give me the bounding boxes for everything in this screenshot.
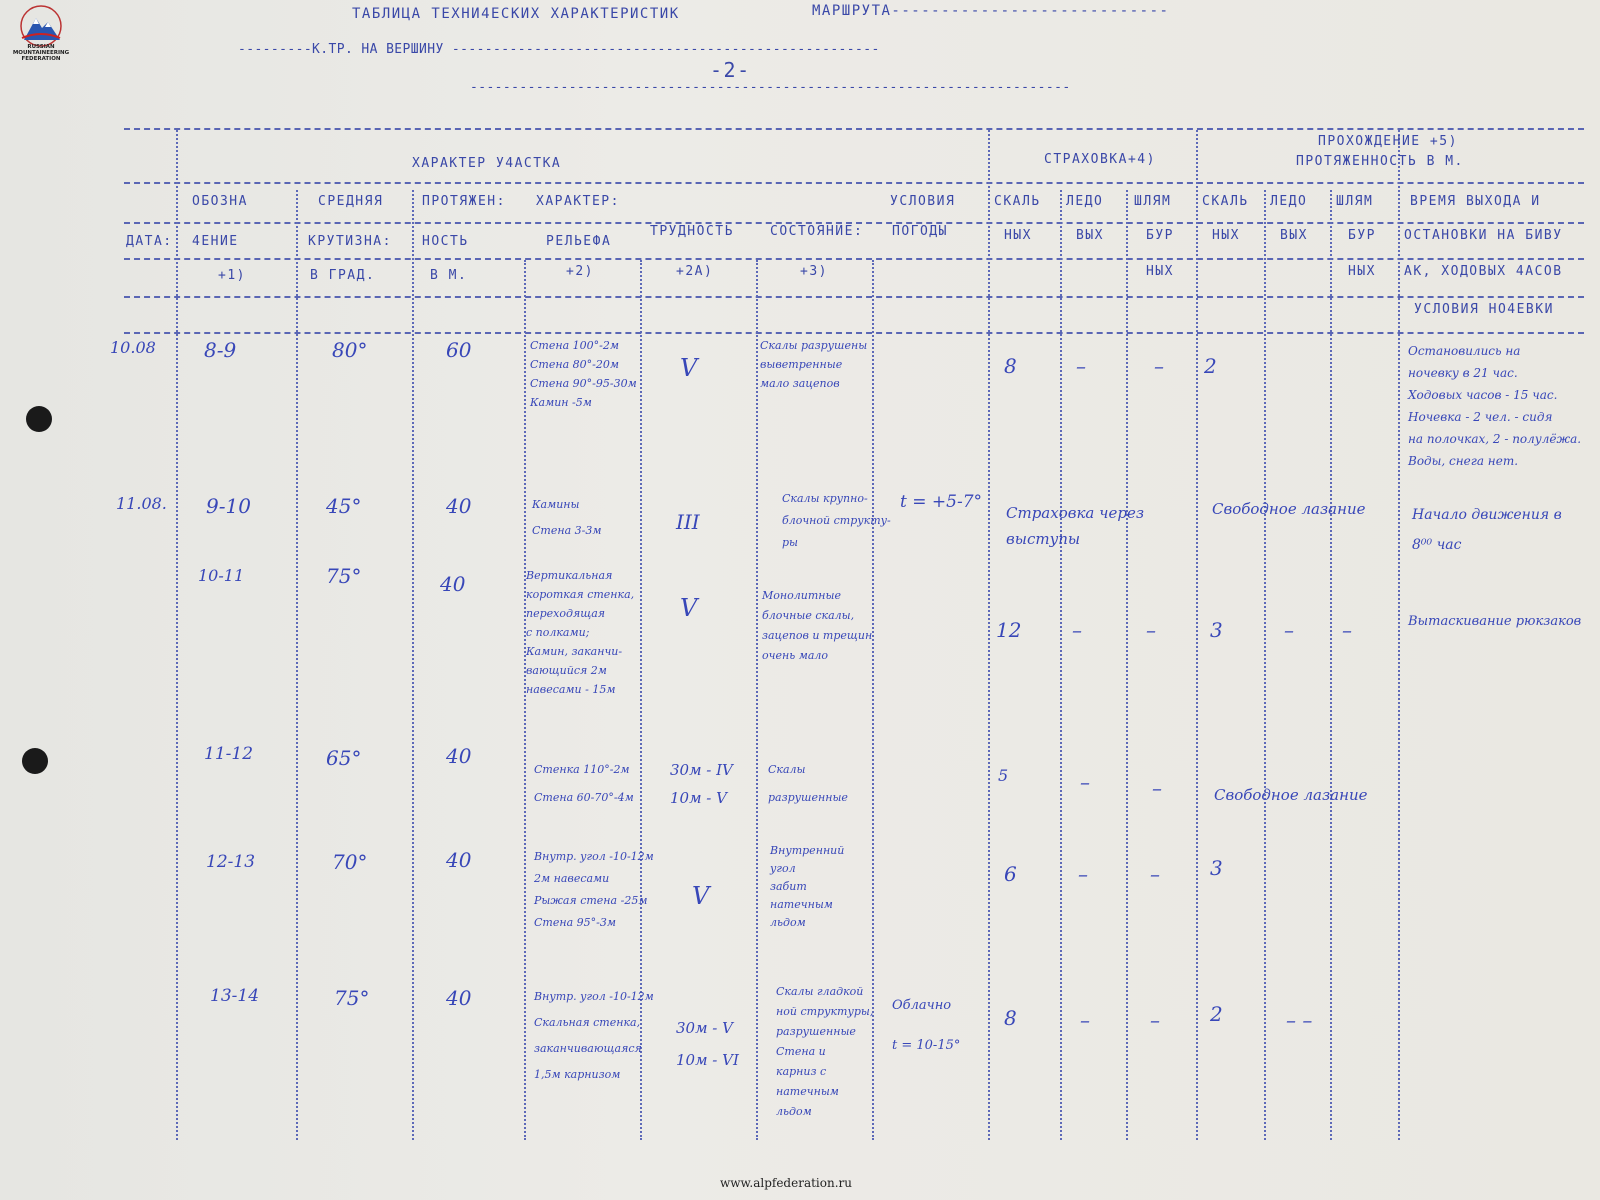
header-time-4: УСЛОВИЯ НО4ЕВКИ (1414, 302, 1554, 317)
header-time-3: АК, ХОДОВЫХ 4АСОВ (1404, 264, 1563, 279)
cell-section: 12-13 (206, 852, 256, 872)
header-belay-bolt-3: НЫХ (1146, 264, 1174, 279)
cell-pass-rock: 3 (1210, 618, 1223, 642)
header-pass-ice: ЛЕДО (1270, 194, 1308, 209)
table-rule (124, 332, 1584, 334)
column-separator (988, 130, 990, 1140)
header-weather-2: ПОГОДЫ (892, 224, 948, 239)
cell-section: 8-9 (204, 338, 237, 362)
header-designation: ОБОЗНА (192, 194, 248, 209)
cell-pass-rock: 3 (1210, 856, 1223, 880)
header-pass-rock-2: НЫХ (1212, 228, 1240, 243)
cell-slope: 75° (326, 564, 362, 588)
document-subtitle: ---------К.ТР. НА ВЕРШИНУ ---------------------------------------------------- (238, 42, 880, 57)
header-time: ВРЕМЯ ВЫХОДА И (1410, 194, 1541, 209)
cell-belay-bolt: – (1150, 862, 1160, 886)
cell-state: Скалы разрушенные (768, 763, 848, 804)
header-relief-2: РЕЛЬЕФА (546, 234, 612, 249)
cell-pass-ice: – – (1286, 1008, 1313, 1032)
cell-slope: 80° (332, 338, 368, 362)
federation-logo-text: RUSSIAN MOUNTAINEERING FEDERATION (12, 44, 70, 62)
cell-length: 40 (446, 848, 472, 872)
cell-relief: Камины Стена 3-3м (532, 498, 602, 537)
cell-relief: Внутр. угол -10-12м Скальная стенка, заканчивающаяся 1,5м карнизом (534, 990, 654, 1081)
header-belay-group: СТРАХОВКА+4) (1044, 152, 1156, 167)
cell-belay-ice: – (1076, 354, 1086, 378)
cell-slope: 70° (332, 850, 368, 874)
header-passage-length: ПРОТЯЖЕННОСТЬ В М. (1296, 154, 1464, 169)
header-difficulty-2: +2А) (676, 264, 714, 279)
cell-relief: Внутр. угол -10-12м 2м навесами Рыжая стена -25м Стена 95°-3м (534, 850, 654, 929)
route-label: МАРШРУТА---------------------------- (812, 3, 1170, 19)
cell-belay-ice: – (1072, 618, 1082, 642)
cell-state: Скалы разрушены выветренные мало зацепов (760, 339, 868, 390)
table-rule (124, 258, 1584, 260)
cell-difficulty: V (680, 354, 698, 382)
footer-url: www.alpfederation.ru (720, 1176, 852, 1190)
header-pass-bolt-2: БУР (1348, 228, 1376, 243)
cell-pass-rock: 2 (1210, 1002, 1223, 1026)
cell-belay-bolt: – (1146, 618, 1156, 642)
cell-difficulty: V (692, 882, 710, 910)
column-separator (1398, 130, 1400, 1140)
header-length-3: В М. (430, 268, 468, 283)
cell-length: 60 (446, 338, 472, 362)
cell-section: 10-11 (198, 566, 245, 585)
punch-hole-bottom (22, 748, 48, 774)
cell-pass-rock: Свободное лазание (1214, 786, 1368, 804)
cell-pass-rock: 2 (1204, 354, 1217, 378)
cell-belay-rock: 8 (1004, 354, 1017, 378)
table-rule (124, 296, 1584, 298)
cell-time: Остановились на ночевку в 21 час. Ходовых часов - 15 час. Ночевка - 2 чел. - сидя на полочках, 2 - полулёжа. Воды, снега нет. (1408, 344, 1582, 468)
column-separator (1126, 190, 1128, 1140)
cell-relief: Вертикальная короткая стенка, переходящая с полками; Камин, заканчи- вающийся 2м навесами - 15м (526, 569, 635, 696)
cell-weather: t = +5-7° (900, 492, 983, 512)
cell-section: 11-12 (204, 744, 254, 764)
header-relief: ХАРАКТЕР: (536, 194, 620, 209)
cell-slope: 65° (326, 746, 362, 770)
header-belay-ice: ЛЕДО (1066, 194, 1104, 209)
header-length: ПРОТЯЖЕН: (422, 194, 506, 209)
cell-length: 40 (446, 986, 472, 1010)
header-date: ДАТА: (126, 234, 173, 249)
cell-difficulty: III (676, 510, 700, 534)
column-separator (756, 260, 758, 1140)
cell-relief: Стена 100°-2м Стена 80°-20м Стена 90°-95-30м Камин -5м (530, 339, 637, 409)
cell-slope: 75° (334, 986, 370, 1010)
header-state-2: +3) (800, 264, 828, 279)
header-belay-bolt-2: БУР (1146, 228, 1174, 243)
header-slope: СРЕДНЯЯ (318, 194, 384, 209)
header-belay-ice-2: ВЫХ (1076, 228, 1104, 243)
column-separator (1264, 190, 1266, 1140)
header-length-2: НОСТЬ (422, 234, 469, 249)
header-pass-bolt: ШЛЯМ (1336, 194, 1374, 209)
cell-belay-rock: 8 (1004, 1006, 1017, 1030)
table-rule (124, 128, 1584, 130)
cell-length: 40 (446, 494, 472, 518)
header-belay-bolt: ШЛЯМ (1134, 194, 1172, 209)
column-separator (296, 190, 298, 1140)
cell-slope: 45° (326, 494, 362, 518)
cell-difficulty: V (680, 594, 698, 622)
column-separator (1060, 190, 1062, 1140)
cell-date: 10.08 (110, 338, 156, 357)
header-relief-3: +2) (566, 264, 594, 279)
header-designation-2: 4ЕНИЕ (192, 234, 239, 249)
table-title: ТАБЛИЦА ТЕХНИ4ЕСКИХ ХАРАКТЕРИСТИК (352, 6, 680, 22)
cell-belay-bolt: – (1152, 776, 1162, 800)
cell-state: Скалы гладкой ной структуры, разрушенные Стена и карниз с натечным льдом (776, 985, 874, 1118)
cell-belay-rock: 12 (996, 618, 1022, 642)
cell-pass-bolt: – (1342, 618, 1352, 642)
header-state: СОСТОЯНИЕ: (770, 224, 864, 239)
header-belay-rock-2: НЫХ (1004, 228, 1032, 243)
cell-belay-ice: – (1078, 862, 1088, 886)
header-belay-rock: СКАЛЬ (994, 194, 1041, 209)
header-difficulty: ТРУДНОСТЬ (650, 224, 734, 239)
header-designation-3: +1) (218, 268, 246, 283)
cell-section: 9-10 (206, 494, 251, 518)
cell-difficulty: 30м - IV 10м - V (670, 761, 733, 807)
page-number: -2- (710, 58, 751, 82)
cell-belay-rock: 5 (998, 766, 1009, 785)
column-separator (1330, 190, 1332, 1140)
header-time-2: ОСТАНОВКИ НА БИВУ (1404, 228, 1563, 243)
cell-length: 40 (446, 744, 472, 768)
punch-hole-top (26, 406, 52, 432)
header-pass-ice-2: ВЫХ (1280, 228, 1308, 243)
header-section-group: ХАРАКТЕР У4АСТКА (412, 156, 562, 171)
cell-belay-ice: – (1080, 770, 1090, 794)
header-underline: ------------------------------------------------------------------------- (470, 80, 1071, 95)
cell-length: 40 (440, 572, 466, 596)
cell-belay-ice: – (1080, 1008, 1090, 1032)
cell-belay-rock: 6 (1004, 862, 1017, 886)
cell-difficulty: 30м - V 10м - VI (676, 1019, 739, 1069)
column-separator (412, 190, 414, 1140)
cell-belay-bolt: – (1154, 354, 1164, 378)
header-pass-rock: СКАЛЬ (1202, 194, 1249, 209)
cell-state: Монолитные блочные скалы, зацепов и трещин очень мало (762, 589, 873, 662)
cell-weather: Облачно t = 10-15° (892, 998, 961, 1053)
table-rule (124, 182, 1584, 184)
column-separator (524, 260, 526, 1140)
header-passage-group: ПРОХОЖДЕНИЕ +5) (1318, 134, 1458, 149)
cell-pass-ice: – (1284, 618, 1294, 642)
cell-belay-bolt: – (1150, 1008, 1160, 1032)
cell-section: 13-14 (210, 986, 260, 1006)
cell-date: 11.08. (116, 494, 167, 513)
header-slope-3: В ГРАД. (310, 268, 376, 283)
column-separator (1196, 130, 1198, 1140)
header-weather: УСЛОВИЯ (890, 194, 956, 209)
column-separator (176, 130, 178, 1140)
header-slope-2: КРУТИЗНА: (308, 234, 392, 249)
cell-belay-rock: Страховка через выступы (1006, 504, 1145, 548)
cell-pass-rock: Свободное лазание (1212, 500, 1366, 518)
cell-time: Вытаскивание рюкзаков (1408, 614, 1582, 629)
cell-state: Скалы крупно- блочной структу- ры (782, 492, 891, 549)
header-pass-bolt-3: НЫХ (1348, 264, 1376, 279)
cell-time: Начало движения в 8⁰⁰ час (1412, 507, 1562, 553)
cell-relief: Стенка 110°-2м Стена 60-70°-4м (534, 763, 634, 804)
cell-state: Внутренний угол забит натечным льдом (770, 844, 845, 929)
